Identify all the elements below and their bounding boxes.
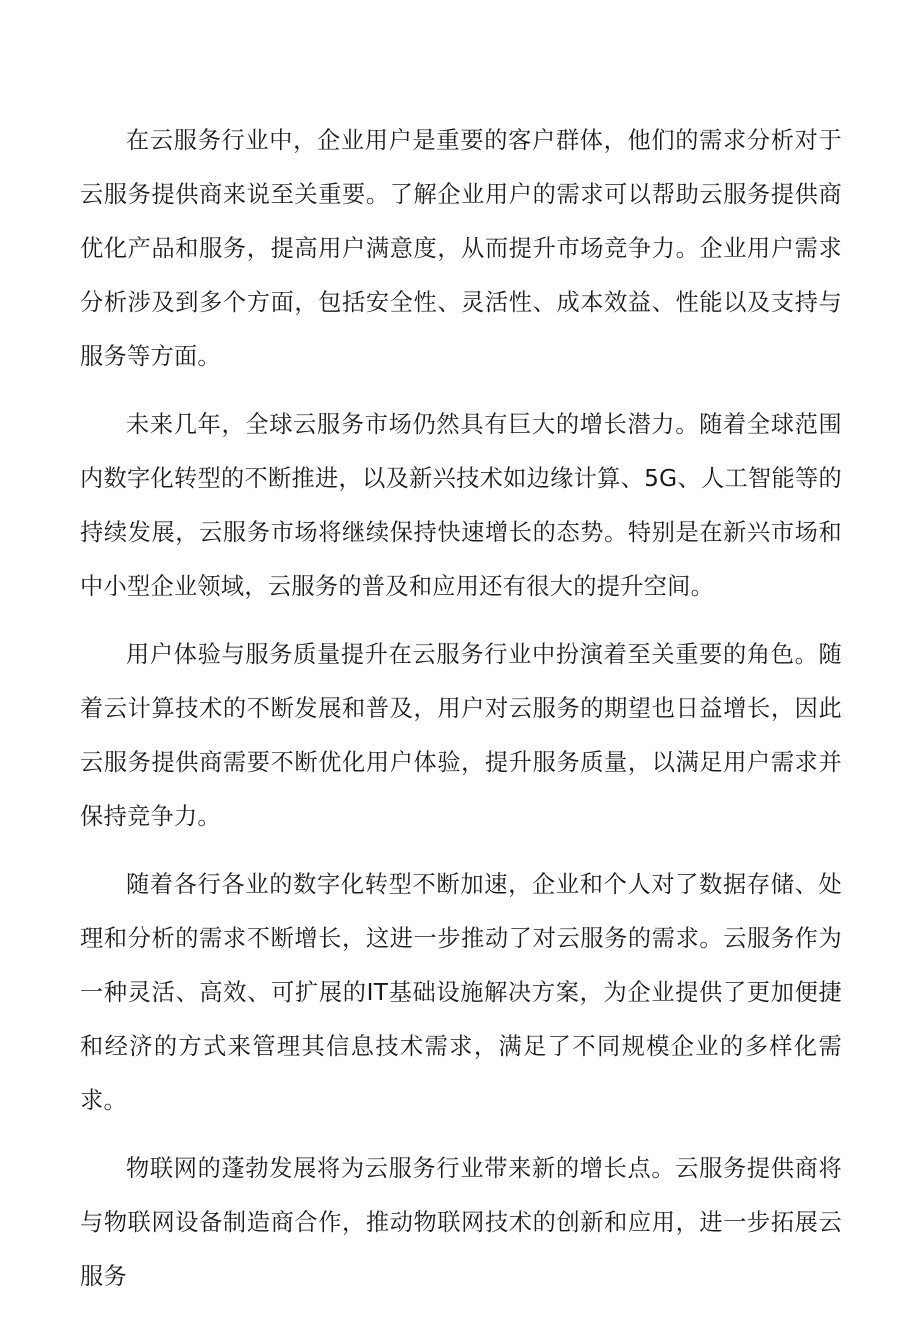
paragraph-enterprise-needs: 在云服务行业中，企业用户是重要的客户群体，他们的需求分析对于云服务提供商来说至关重要。了解企业用户的需求可以帮助云服务提供商优化产品和服务，提高用户满意度，从而提升市场竞争力。企业用户需求分析涉及到多个方面，包括安全性、灵活性、成本效益、性能以及支持与服务等方面。 [80, 127, 842, 370]
paragraph-iot: 物联网的蓬勃发展将为云服务行业带来新的增长点。云服务提供商将与物联网设备制造商合作，推动物联网技术的创新和应用，进一步拓展云服务 [80, 1155, 842, 1290]
document-page [80, 114, 842, 1318]
paragraph-user-experience: 用户体验与服务质量提升在云服务行业中扮演着至关重要的角色。随着云计算技术的不断发展和普及，用户对云服务的期望也日益增长，因此云服务提供商需要不断优化用户体验，提升服务质量，以满足用户需求并保持竞争力。 [80, 641, 842, 830]
paragraph-market-outlook: 未来几年，全球云服务市场仍然具有巨大的增长潜力。随着全球范围内数字化转型的不断推进，以及新兴技术如边缘计算、5G、人工智能等的持续发展，云服务市场将继续保持快速增长的态势。特别是在新兴市场和中小型企业领域，云服务的普及和应用还有很大的提升空间。 [80, 411, 842, 600]
paragraph-digital-transformation: 随着各行各业的数字化转型不断加速，企业和个人对了数据存储、处理和分析的需求不断增长，这进一步推动了对云服务的需求。云服务作为一种灵活、高效、可扩展的IT基础设施解决方案，为企业提供了更加便捷和经济的方式来管理其信息技术需求，满足了不同规模企业的多样化需求。 [80, 871, 842, 1114]
